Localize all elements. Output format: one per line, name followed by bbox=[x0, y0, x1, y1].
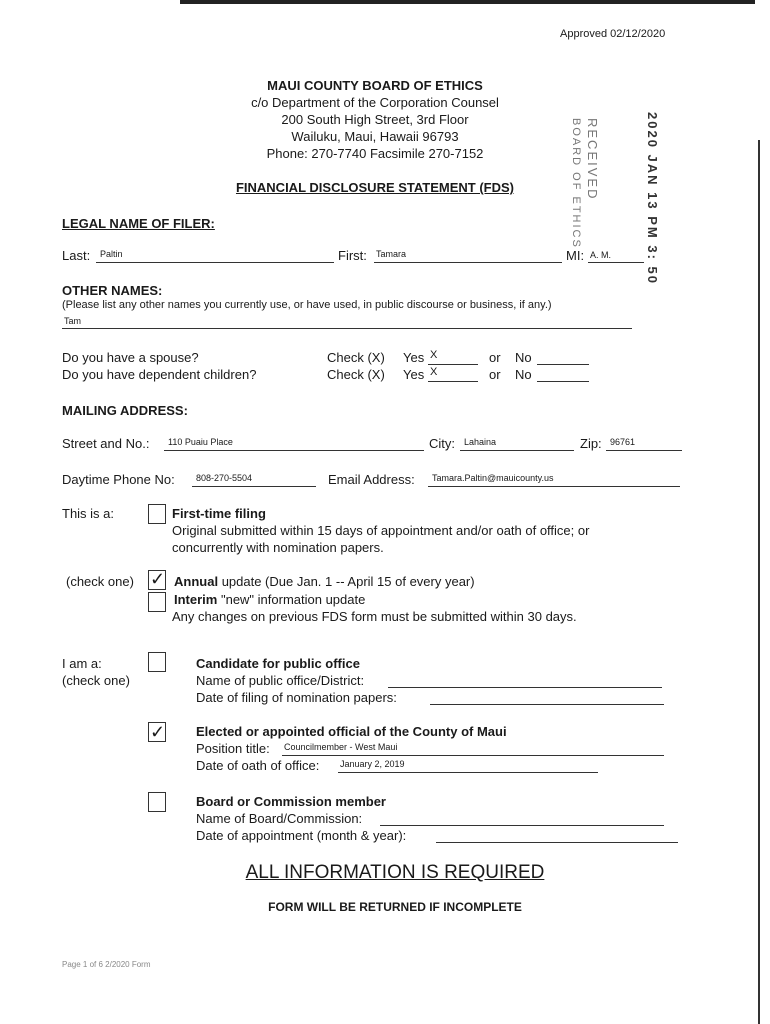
other-names-value[interactable]: Tam bbox=[64, 316, 82, 326]
role-check-one: (check one) bbox=[62, 673, 130, 688]
spouse-yes-mark[interactable]: X bbox=[430, 349, 438, 361]
email-label: Email Address: bbox=[328, 472, 415, 487]
oath-value[interactable]: January 2, 2019 bbox=[340, 759, 405, 769]
first-name-label: First: bbox=[338, 248, 367, 263]
street-label: Street and No.: bbox=[62, 436, 150, 451]
board-title: Board or Commission member bbox=[196, 794, 386, 809]
email-line bbox=[428, 486, 680, 487]
children-question: Do you have dependent children? bbox=[62, 367, 257, 382]
board-date-line[interactable] bbox=[436, 842, 678, 843]
this-is-label: This is a: bbox=[62, 506, 115, 521]
required-notice: ALL INFORMATION IS REQUIRED bbox=[245, 862, 545, 883]
spouse-yes-line bbox=[428, 364, 478, 365]
candidate-checkbox[interactable] bbox=[148, 652, 166, 672]
spouse-check-label: Check (X) bbox=[327, 350, 385, 365]
zip-line bbox=[606, 450, 682, 451]
filing-check-one: (check one) bbox=[66, 574, 134, 589]
other-names-instruction: (Please list any other names you currently use, or have used, in public discourse or business, if any.) bbox=[62, 299, 552, 311]
spouse-yes-label: Yes bbox=[403, 350, 425, 365]
phone-line bbox=[192, 486, 316, 487]
top-border bbox=[180, 0, 755, 4]
received-stamp: RECEIVED bbox=[585, 118, 600, 201]
city-label: City: bbox=[429, 436, 455, 451]
city-line bbox=[460, 450, 574, 451]
zip-value[interactable]: 96761 bbox=[610, 437, 636, 447]
oath-label: Date of oath of office: bbox=[196, 758, 320, 773]
position-line bbox=[282, 755, 664, 756]
oath-line bbox=[338, 772, 598, 773]
mi-line bbox=[588, 262, 644, 263]
address-line-1: c/o Department of the Corporation Counsel bbox=[251, 95, 499, 110]
right-edge-rule bbox=[758, 140, 760, 1024]
spouse-question: Do you have a spouse? bbox=[62, 350, 199, 365]
street-value[interactable]: 110 Puaiu Place bbox=[168, 437, 233, 447]
children-or: or bbox=[489, 367, 501, 382]
candidate-date-line[interactable] bbox=[430, 704, 664, 705]
elected-title: Elected or appointed official of the County of Maui bbox=[196, 724, 507, 739]
candidate-office-line[interactable] bbox=[388, 687, 662, 688]
mi-label: MI: bbox=[566, 248, 585, 263]
street-line bbox=[164, 450, 424, 451]
other-names-line bbox=[62, 328, 632, 329]
page-footer: Page 1 of 6 2/2020 Form bbox=[62, 960, 151, 969]
approved-date: Approved 02/12/2020 bbox=[560, 28, 666, 40]
board-stamp: BOARD OF ETHICS bbox=[570, 118, 582, 249]
first-time-checkbox[interactable] bbox=[148, 504, 166, 524]
candidate-office-label: Name of public office/District: bbox=[196, 673, 365, 688]
children-yes-line bbox=[428, 381, 478, 382]
i-am-label: I am a: bbox=[62, 656, 102, 671]
children-check-label: Check (X) bbox=[327, 367, 385, 382]
first-time-desc-2: concurrently with nomination papers. bbox=[172, 540, 384, 555]
first-time-title: First-time filing bbox=[172, 506, 266, 521]
org-name: MAUI COUNTY BOARD OF ETHICS bbox=[267, 78, 483, 93]
board-checkbox[interactable] bbox=[148, 792, 166, 812]
phone-value[interactable]: 808-270-5504 bbox=[196, 473, 253, 483]
interim-checkbox[interactable] bbox=[148, 592, 166, 612]
interim-option bbox=[174, 592, 365, 607]
annual-checkmark-icon: ✓ bbox=[150, 569, 166, 589]
legal-name-heading: LEGAL NAME OF FILER: bbox=[62, 216, 215, 231]
board-name-label: Name of Board/Commission: bbox=[196, 811, 363, 826]
returned-notice: FORM WILL BE RETURNED IF INCOMPLETE bbox=[268, 900, 522, 914]
first-name-line bbox=[374, 262, 562, 263]
address-line-3: Wailuku, Maui, Hawaii 96793 bbox=[291, 129, 459, 144]
board-name-line[interactable] bbox=[380, 825, 664, 826]
form-title: FINANCIAL DISCLOSURE STATEMENT (FDS) bbox=[235, 180, 515, 195]
phone-line: Phone: 270-7740 Facsimile 270-7152 bbox=[266, 146, 484, 161]
interim-desc: Any changes on previous FDS form must be submitted within 30 days. bbox=[172, 609, 577, 624]
candidate-date-label: Date of filing of nomination papers: bbox=[196, 690, 397, 705]
children-no-label: No bbox=[515, 367, 532, 382]
date-stamp: 2020 JAN 13 PM 3: 50 bbox=[645, 112, 660, 285]
spouse-no-label: No bbox=[515, 350, 532, 365]
annual-option bbox=[174, 574, 475, 589]
position-value[interactable]: Councilmember - West Maui bbox=[284, 742, 398, 752]
candidate-title: Candidate for public office bbox=[196, 656, 360, 671]
city-value[interactable]: Lahaina bbox=[464, 437, 497, 447]
last-name-line bbox=[96, 262, 334, 263]
position-label: Position title: bbox=[196, 741, 270, 756]
phone-label: Daytime Phone No: bbox=[62, 472, 175, 487]
annual-bold: Annual bbox=[174, 574, 219, 589]
first-time-desc-1: Original submitted within 15 days of appointment and/or oath of office; or bbox=[172, 523, 590, 538]
interim-rest: "new" information update bbox=[220, 592, 366, 607]
email-value[interactable]: Tamara.Paltin@mauicounty.us bbox=[432, 473, 554, 483]
board-date-label: Date of appointment (month & year): bbox=[196, 828, 407, 843]
last-name-value[interactable]: Paltin bbox=[100, 249, 123, 259]
mailing-heading: MAILING ADDRESS: bbox=[62, 403, 188, 418]
children-no-line[interactable] bbox=[537, 381, 589, 382]
children-yes-label: Yes bbox=[403, 367, 425, 382]
last-name-label: Last: bbox=[62, 248, 91, 263]
children-yes-mark[interactable]: X bbox=[430, 366, 438, 378]
spouse-or: or bbox=[489, 350, 501, 365]
interim-bold: Interim bbox=[174, 592, 218, 607]
first-name-value[interactable]: Tamara bbox=[376, 249, 407, 259]
annual-rest: update (Due Jan. 1 -- April 15 of every year) bbox=[221, 574, 475, 589]
spouse-no-line[interactable] bbox=[537, 364, 589, 365]
zip-label: Zip: bbox=[580, 436, 602, 451]
mi-value[interactable]: A. M. bbox=[590, 250, 612, 260]
address-line-2: 200 South High Street, 3rd Floor bbox=[281, 112, 469, 127]
elected-checkmark-icon: ✓ bbox=[150, 722, 166, 742]
other-names-heading: OTHER NAMES: bbox=[62, 283, 163, 298]
